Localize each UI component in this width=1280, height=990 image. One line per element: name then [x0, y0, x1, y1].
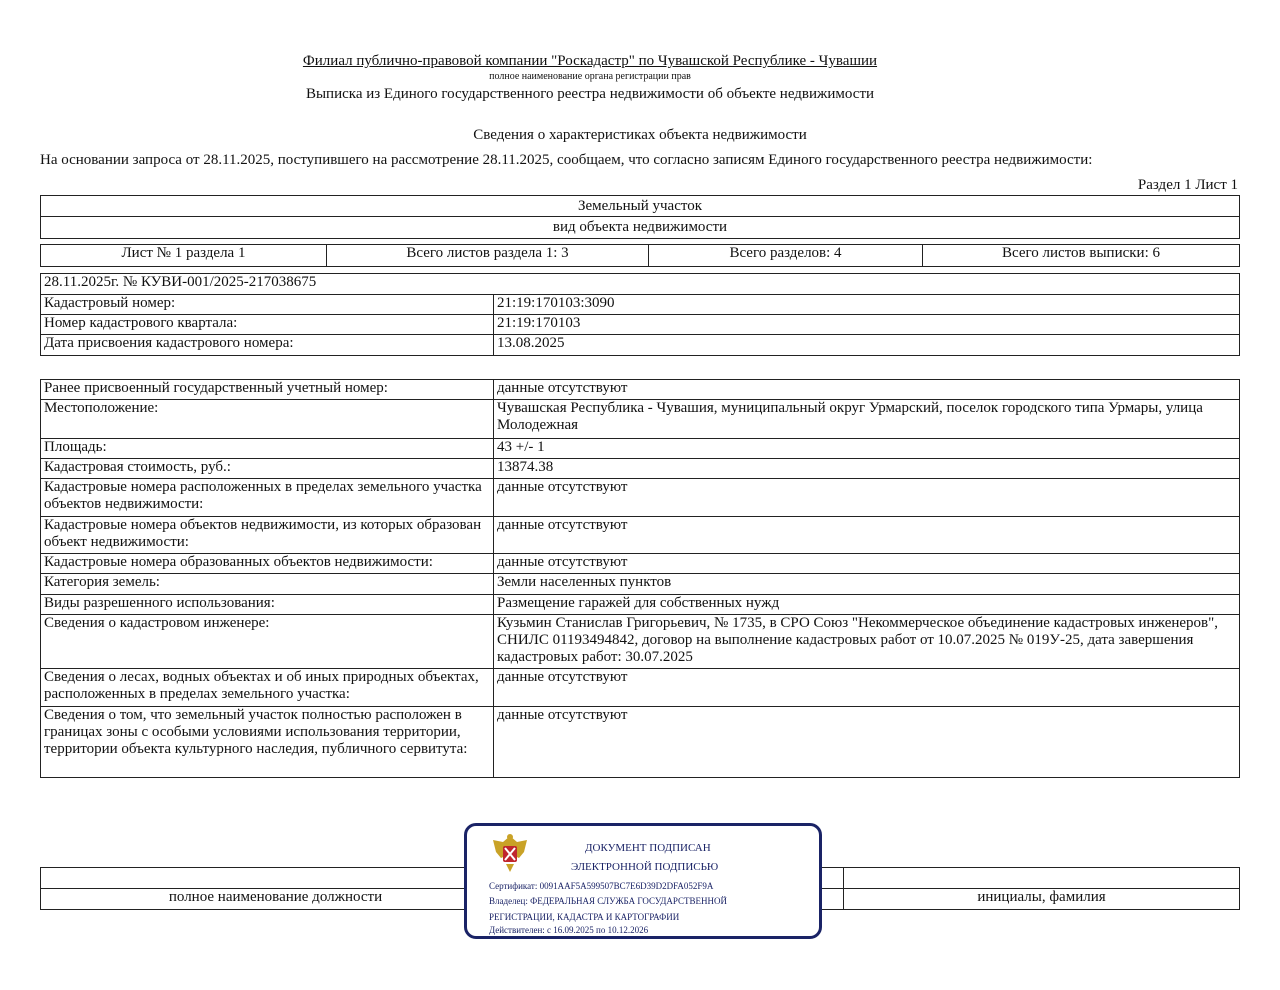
row-value: 43 +/- 1 — [494, 439, 1240, 459]
doc-number: 28.11.2025г. № КУВИ-001/2025-217038675 — [41, 274, 1240, 295]
org-name: Филиал публично-правовой компании "Роскадастр" по Чувашской Республике - Чувашии — [302, 53, 878, 69]
row-value: данные отсутствуют — [494, 669, 1240, 707]
extract-sheets-total: Всего листов выписки: 6 — [923, 245, 1240, 267]
section-sheets-total: Всего листов раздела 1: 3 — [327, 245, 649, 267]
intro-text: На основании запроса от 28.11.2025, поступившего на рассмотрение 28.11.2025, сообщаем, что согласно записям Единого государственного реестра недвижимости: — [40, 152, 1093, 168]
row-value: данные отсутствуют — [494, 707, 1240, 778]
coat-of-arms-icon — [489, 832, 531, 876]
cadastral-table — [40, 273, 1240, 356]
sheets-table — [40, 244, 1240, 267]
stamp-line2: ЭЛЕКТРОННОЙ ПОДПИСЬЮ — [571, 861, 719, 873]
stamp-owner: Владелец: ФЕДЕРАЛЬНАЯ СЛУЖБА ГОСУДАРСТВЕННОЙ — [489, 896, 728, 906]
row-value: 13874.38 — [494, 459, 1240, 479]
row-value: Чувашская Республика - Чувашия, муниципальный округ Урмарский, поселок городского типа Урмары, улица Молодежная — [494, 400, 1240, 439]
stamp-validity: Действителен: с 16.09.2025 по 10.12.2026 — [489, 925, 649, 935]
row-value: 13.08.2025 — [494, 335, 1240, 356]
row-label: Местоположение: — [41, 400, 494, 439]
characteristics-table — [40, 379, 1240, 778]
row-label: Сведения о кадастровом инженере: — [41, 615, 494, 669]
doc-title: Выписка из Единого государственного реестра недвижимости об объекте недвижимости — [305, 86, 875, 102]
sheet-number: Лист № 1 раздела 1 — [41, 245, 327, 267]
row-value: 21:19:170103:3090 — [494, 295, 1240, 315]
row-label: Категория земель: — [41, 574, 494, 595]
row-label: Кадастровые номера объектов недвижимости, из которых образован объект недвижимости: — [41, 517, 494, 554]
row-label: Площадь: — [41, 439, 494, 459]
name-caption: инициалы, фамилия — [844, 889, 1240, 910]
section-sheet: Раздел 1 Лист 1 — [1137, 177, 1238, 193]
row-label: Кадастровый номер: — [41, 295, 494, 315]
row-label: Дата присвоения кадастрового номера: — [41, 335, 494, 356]
row-value: данные отсутствуют — [494, 380, 1240, 400]
stamp-owner-cont: РЕГИСТРАЦИИ, КАДАСТРА И КАРТОГРАФИИ — [489, 912, 680, 922]
row-value: данные отсутствуют — [494, 517, 1240, 554]
sections-total: Всего разделов: 4 — [649, 245, 923, 267]
row-label: Сведения о том, что земельный участок полностью расположен в границах зоны с особыми условиями использования территории, территории объекта культурного наследия, публичного сервитута: — [41, 707, 494, 778]
row-value: данные отсутствуют — [494, 479, 1240, 517]
object-type-caption: вид объекта недвижимости — [552, 219, 728, 235]
object-type: Земельный участок — [41, 196, 1239, 217]
row-value: 21:19:170103 — [494, 315, 1240, 335]
row-label: Кадастровая стоимость, руб.: — [41, 459, 494, 479]
row-label: Кадастровые номера образованных объектов недвижимости: — [41, 554, 494, 574]
stamp-certificate: Сертификат: 0091AAF5A599507BC7E6D39D2DFA052F9A — [489, 881, 714, 891]
object-type-box — [40, 195, 1240, 239]
row-value: Размещение гаражей для собственных нужд — [494, 595, 1240, 615]
org-caption: полное наименование органа регистрации прав — [489, 71, 691, 82]
position-caption: полное наименование должности — [41, 889, 511, 910]
row-value: Кузьмин Станислав Григорьевич, № 1735, в СРО Союз "Некоммерческое объединение кадастровых инженеров", СНИЛС 01193494842, договор на выполнение кадастровых работ от 10.07.2025 № 019У-25, дата завершения кадастровых работ: 30.07.2025 — [494, 615, 1240, 669]
e-signature-stamp — [464, 823, 822, 939]
doc-subtitle: Сведения о характеристиках объекта недвижимости — [473, 127, 807, 143]
row-value: Земли населенных пунктов — [494, 574, 1240, 595]
stamp-line1: ДОКУМЕНТ ПОДПИСАН — [585, 842, 711, 854]
row-label: Номер кадастрового квартала: — [41, 315, 494, 335]
row-label: Сведения о лесах, водных объектах и об иных природных объектах, расположенных в пределах земельного участка: — [41, 669, 494, 707]
row-label: Ранее присвоенный государственный учетный номер: — [41, 380, 494, 400]
row-label: Кадастровые номера расположенных в пределах земельного участка объектов недвижимости: — [41, 479, 494, 517]
row-label: Виды разрешенного использования: — [41, 595, 494, 615]
row-value: данные отсутствуют — [494, 554, 1240, 574]
